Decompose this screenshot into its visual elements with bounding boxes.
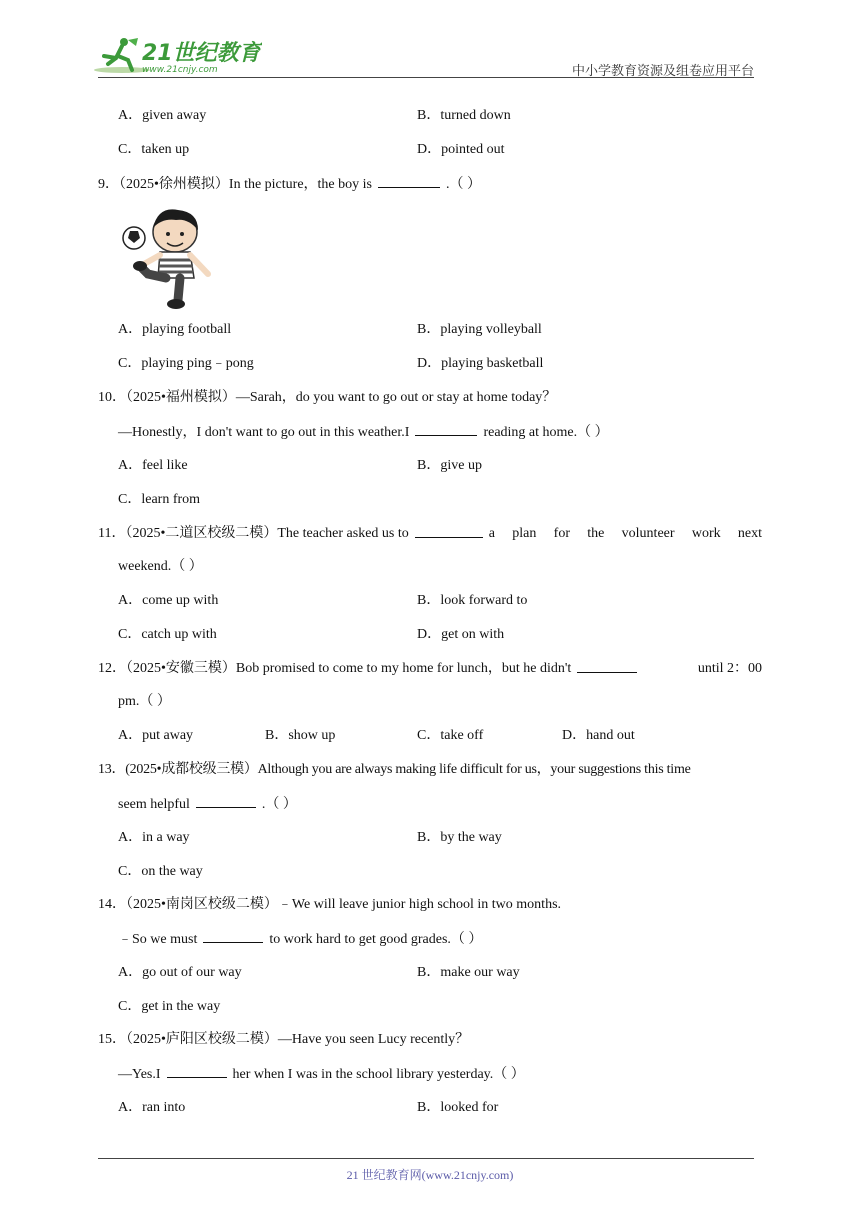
q12-blank[interactable] xyxy=(577,660,637,673)
q14-blank[interactable] xyxy=(203,930,263,943)
q9-option-c[interactable]: C．playing ping﹣pong xyxy=(118,356,254,371)
q9-blank[interactable] xyxy=(378,175,440,188)
q15-option-a[interactable]: A．ran into xyxy=(118,1100,186,1115)
q13-option-c[interactable]: C．on the way xyxy=(118,864,203,879)
q15-option-b[interactable]: B．looked for xyxy=(417,1100,499,1115)
svg-text:21世纪教育: 21世纪教育 xyxy=(142,41,261,66)
page-header xyxy=(0,0,860,80)
q11-option-a[interactable]: A．come up with xyxy=(118,593,219,608)
q14-line2 xyxy=(118,930,482,949)
q11-option-c[interactable]: C．catch up with xyxy=(118,627,217,642)
q13-line2-tail: .（ ） xyxy=(261,797,297,812)
q8-option-b[interactable]: B．turned down xyxy=(417,108,511,123)
q13-line2 xyxy=(118,795,297,814)
q13-option-a[interactable]: A．in a way xyxy=(118,830,190,845)
q15-line2 xyxy=(118,1065,525,1084)
q11-option-d[interactable]: D．get on with xyxy=(417,627,505,642)
q9-option-d[interactable]: D．playing basketball xyxy=(417,356,544,371)
q9-stem xyxy=(98,175,481,194)
q11-stem-text: 11．（2025•二道区校级二模）The teacher asked us to xyxy=(98,526,409,541)
q12-option-d[interactable]: D．hand out xyxy=(562,728,635,743)
platform-title: 中小学教育资源及组卷应用平台 xyxy=(571,64,754,79)
q10-line2 xyxy=(118,423,609,442)
q14-option-c[interactable]: C．get in the way xyxy=(118,999,221,1014)
q15-stem: 15．（2025•庐阳区校级二模）—Have you seen Lucy recently？ xyxy=(98,1032,470,1047)
q10-option-c[interactable]: C．learn from xyxy=(118,492,201,507)
q8-option-c[interactable]: C．taken up xyxy=(118,142,190,157)
q12-line2: pm.（ ） xyxy=(118,694,171,709)
q15-line2-text: —Yes.I xyxy=(118,1067,161,1082)
q14-line2-tail: to work hard to get good grades.（ ） xyxy=(269,932,483,947)
q12-option-c[interactable]: C．take off xyxy=(417,728,484,743)
q12-stem xyxy=(98,660,762,678)
q15-blank[interactable] xyxy=(167,1065,227,1078)
q12-stem-tail: until 2：00 xyxy=(697,661,762,676)
q11-option-b[interactable]: B．look forward to xyxy=(417,593,528,608)
q11-stem xyxy=(98,525,762,543)
logo-graphic xyxy=(92,34,262,78)
q12-stem-text: 12．（2025•安徽三模）Bob promised to come to my home for lunch，but he didn't xyxy=(98,661,572,676)
logo xyxy=(92,34,262,78)
q10-line2-tail: reading at home.（ ） xyxy=(483,425,609,440)
q11-blank[interactable] xyxy=(415,525,483,538)
q9-option-a[interactable]: A．playing football xyxy=(118,322,232,337)
q10-blank[interactable] xyxy=(415,423,477,436)
q14-stem: 14．（2025•南岗区校级二模）﹣We will leave junior high school in two months. xyxy=(98,897,562,912)
svg-text:www.21cnjy.com: www.21cnjy.com xyxy=(142,65,218,75)
q10-option-b[interactable]: B．give up xyxy=(417,458,482,473)
q9-answer-paren: .（ ） xyxy=(445,177,481,192)
header-rule xyxy=(98,77,754,78)
q12-option-b[interactable]: B．show up xyxy=(265,728,336,743)
q9-stem-text: 9．（2025•徐州模拟）In the picture，the boy is xyxy=(98,177,372,192)
boy-playing-football-image xyxy=(118,200,218,310)
q15-line2-tail: her when I was in the school library yesterday.（ ） xyxy=(232,1067,525,1082)
q14-option-a[interactable]: A．go out of our way xyxy=(118,965,242,980)
q14-option-b[interactable]: B．make our way xyxy=(417,965,520,980)
q13-line2-text: seem helpful xyxy=(118,797,190,812)
q13-option-b[interactable]: B．by the way xyxy=(417,830,502,845)
q8-option-a[interactable]: A．given away xyxy=(118,108,207,123)
q13-blank[interactable] xyxy=(196,795,256,808)
q8-option-d[interactable]: D．pointed out xyxy=(417,142,505,157)
q11-line2: weekend.（ ） xyxy=(118,559,203,574)
q13-stem: 13．(2025•成都校级三模）Although you are always making life difficult for us，your suggestions this time xyxy=(98,762,691,777)
q10-option-a[interactable]: A．feel like xyxy=(118,458,188,473)
q10-line2-text: —Honestly，I don't want to go out in this weather.I xyxy=(118,425,410,440)
q10-stem: 10．（2025•福州模拟）—Sarah，do you want to go out or stay at home today？ xyxy=(98,390,557,405)
q11-stem-tail: a plan for the volunteer work next xyxy=(488,526,762,541)
page-footer[interactable]: 21 世纪教育网(www.21cnjy.com) xyxy=(346,1168,514,1182)
q14-line2-text: ﹣So we must xyxy=(118,932,198,947)
q12-option-a[interactable]: A．put away xyxy=(118,728,194,743)
q9-option-b[interactable]: B．playing volleyball xyxy=(417,322,542,337)
footer-rule xyxy=(98,1158,754,1159)
